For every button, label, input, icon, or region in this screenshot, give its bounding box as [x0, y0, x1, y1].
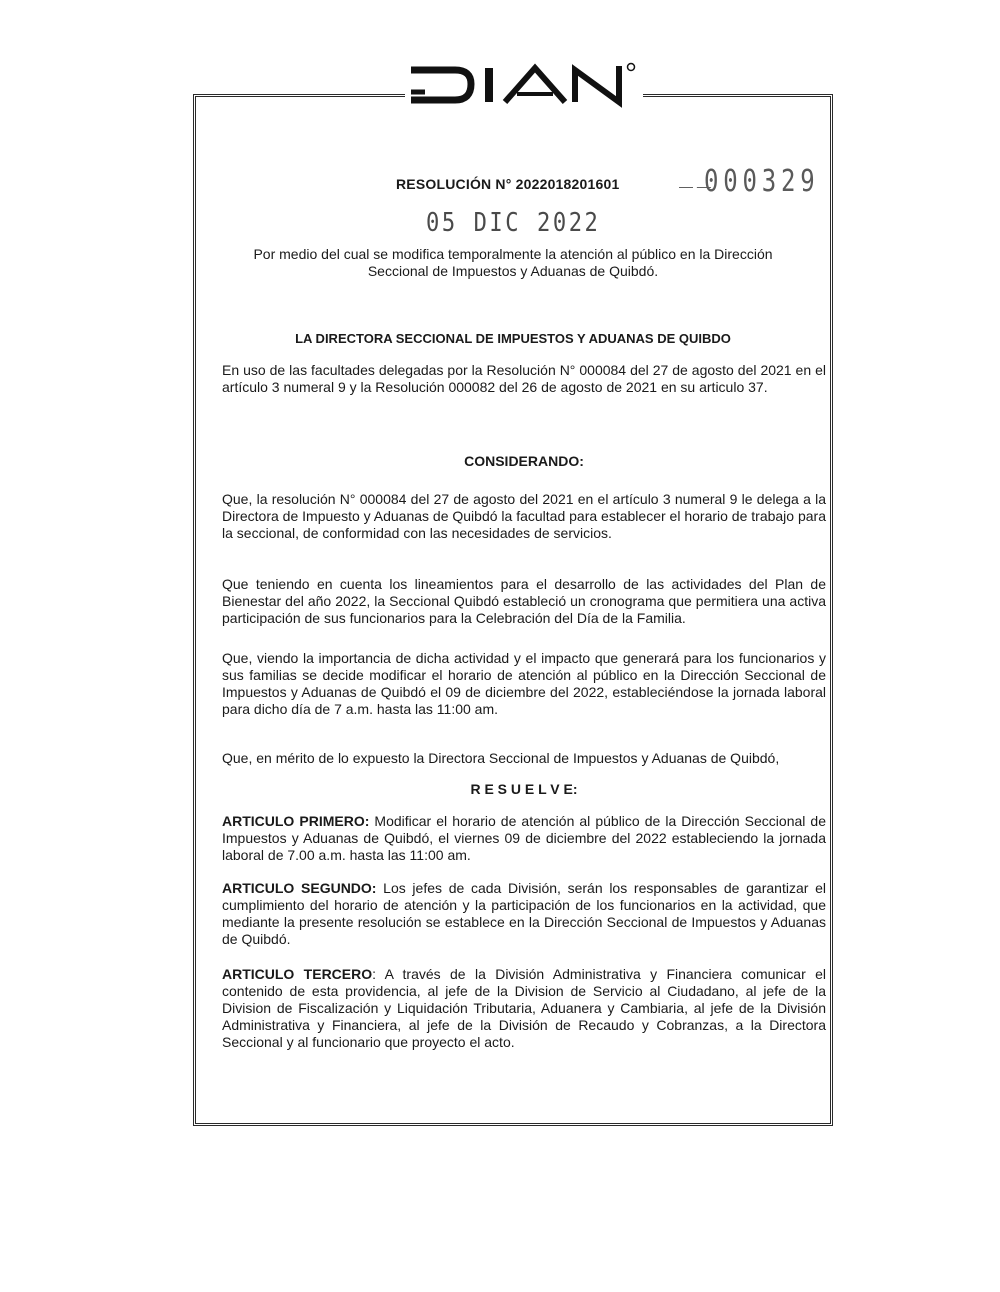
preamble-paragraph: En uso de las facultades delegadas por la Resolución N° 000084 del 27 de agosto del 2021 en el artículo 3 numeral 9 y la Resolución 000082 del 26 de agosto de 2021 en su articulo 37.: [222, 362, 826, 395]
resuelve-heading: R E S U E L V E:: [470, 781, 578, 797]
stamp-number: 000329: [704, 164, 820, 199]
considerando-paragraph-4: Que, en mérito de lo expuesto la Directora Seccional de Impuestos y Aduanas de Quibdó,: [222, 750, 780, 766]
resolution-subject: Por medio del cual se modifica temporalmente la atención al público en la Dirección Seccional de Impuestos y Aduanas de Quibdó.: [253, 246, 773, 279]
stamp-dashes: — —: [679, 178, 711, 194]
stamp-date: 05 DIC 2022: [426, 208, 601, 238]
article-primero: [222, 813, 826, 864]
dian-logo: [405, 56, 643, 108]
dian-logo-icon: [405, 56, 643, 108]
article-segundo: [222, 880, 826, 948]
article-tercero-text: : A través de la División Administrativa y Financiera comunicar el contenido de esta providencia, al jefe de la Division de Servicio al Ciudadano, al jefe de la Division de Fiscalización y Liquidación Tributaria, Aduanera y Cambiaria, al jefe de la División Administrativa y Financiera, al jefe de la División de Recaudo y Cobranzas, a la Directora Seccional y al funcionario que proyecto el acto.: [222, 966, 826, 1050]
issuing-authority: LA DIRECTORA SECCIONAL DE IMPUESTOS Y ADUANAS DE QUIBDO: [295, 331, 731, 346]
article-primero-text: Modificar el horario de atención al público de la Dirección Seccional de Impuestos y Aduanas de Quibdó, el viernes 09 de diciembre del 2022 estableciendo la jornada laboral de 7.00 a.m. hasta las 11:00 am.: [222, 813, 826, 863]
resolution-number: RESOLUCIÓN N° 2022018201601: [396, 176, 620, 192]
article-segundo-text: Los jefes de cada División, serán los responsables de garantizar el cumplimiento del horario de atención y la participación de los funcionarios en la actividad, que mediante la presente resolución se establece en la Dirección Seccional de Impuestos y Aduanas de Quibdó.: [222, 880, 826, 947]
considerando-paragraph-3: Que, viendo la importancia de dicha actividad y el impacto que generará para los funcionarios y sus familias se decide modificar el horario de atención al público en la Dirección Seccional de Impuestos y Aduanas de Quibdó el 09 de diciembre del 2022, estableciéndose la jornada laboral para dicho día de 7 a.m. hasta las 11:00 am.: [222, 650, 826, 717]
article-primero-title: ARTICULO PRIMERO:: [222, 813, 370, 829]
article-tercero-title: ARTICULO TERCERO: [222, 966, 373, 982]
considerando-heading: CONSIDERANDO:: [464, 453, 584, 469]
article-segundo-title: ARTICULO SEGUNDO:: [222, 880, 377, 896]
article-tercero: [222, 966, 826, 1051]
considerando-paragraph-1: Que, la resolución N° 000084 del 27 de agosto del 2021 en el artículo 3 numeral 9 le delega a la Directora de Impuesto y Aduanas de Quibdó la facultad para establecer el horario de trabajo para la seccional, de conformidad con las necesidades de servicios.: [222, 491, 826, 541]
considerando-paragraph-2: Que teniendo en cuenta los lineamientos para el desarrollo de las actividades del Plan de Bienestar del año 2022, la Seccional Quibdó estableció un cronograma que permitiera una activa participación de sus funcionarios para la Celebración del Día de la Familia.: [222, 576, 826, 626]
